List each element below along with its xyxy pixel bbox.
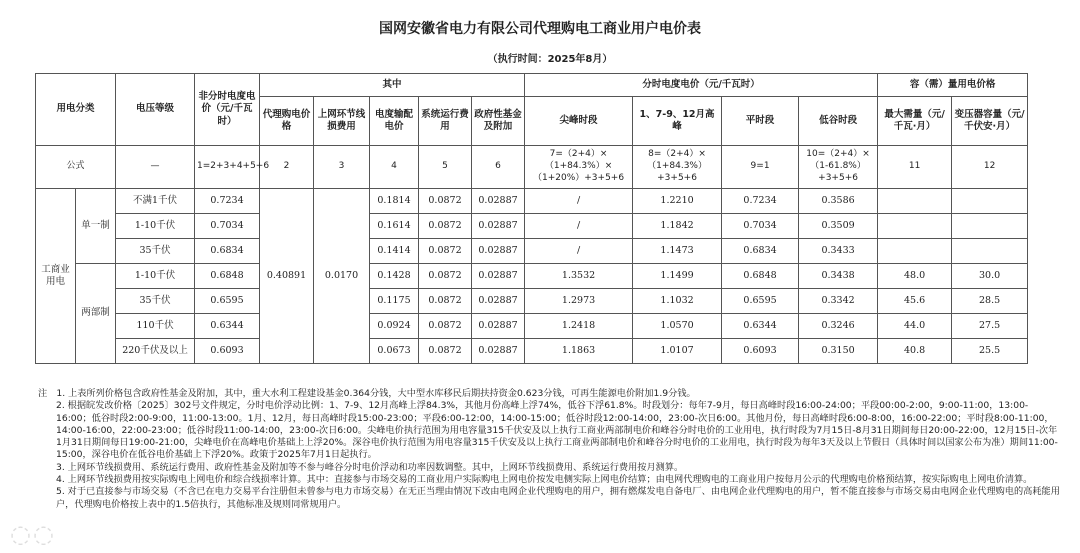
cell-peak: 1.0570 <box>633 314 722 339</box>
price-table <box>35 73 1028 364</box>
cell-flat: 0.6595 <box>722 289 799 314</box>
formula-label: 公式 <box>36 146 116 189</box>
header-tou: 分时电度电价（元/千瓦时） <box>525 74 878 97</box>
cell-peak: 1.1032 <box>633 289 722 314</box>
table-row <box>36 189 1028 214</box>
formula-cell: 3 <box>314 146 370 189</box>
cell-peak: 1.1842 <box>633 214 722 239</box>
formula-cell: 7=（2+4）×（1+84.3%）×（1+20%）+3+5+6 <box>525 146 633 189</box>
table-row <box>36 239 1028 264</box>
cell-transmission: 0.1814 <box>370 189 419 214</box>
cell-system: 0.0872 <box>419 314 472 339</box>
header-category: 用电分类 <box>36 74 116 146</box>
cell-flat: 0.6848 <box>722 264 799 289</box>
cell-gov: 0.02887 <box>472 264 525 289</box>
header-non-tou: 非分时电度电价（元/千瓦时） <box>195 74 260 146</box>
cell-non-tou: 0.6848 <box>195 264 260 289</box>
cell-peak: 1.0107 <box>633 339 722 364</box>
cell-transmission: 0.0924 <box>370 314 419 339</box>
cell-sharp: 1.1863 <box>525 339 633 364</box>
cell-valley: 0.3150 <box>799 339 878 364</box>
cell-system: 0.0872 <box>419 214 472 239</box>
cell-demand: 45.6 <box>878 289 952 314</box>
cell-system: 0.0872 <box>419 239 472 264</box>
note-4: 4. 上网环节线损费用按实际购电上网电价和综合线损率计算。其中：直接参与市场交易的工商业用户实际购电上网电价按发电侧实际上网电价结算；由电网代理购电的工商业用户按每月公示的代理购电价格预结算，按实际购电上网电价清算。 <box>56 474 1033 486</box>
header-system: 系统运行费用 <box>419 97 472 146</box>
cell-peak: 1.2210 <box>633 189 722 214</box>
cell-voltage: 1-10千伏 <box>116 214 195 239</box>
formula-voltage: — <box>116 146 195 189</box>
cell-flat: 0.6093 <box>722 339 799 364</box>
effective-date: （执行时间：2025年8月） <box>487 54 613 65</box>
cell-transformer: 25.5 <box>952 339 1028 364</box>
cell-voltage: 35千伏 <box>116 239 195 264</box>
header-valley: 低谷时段 <box>799 97 878 146</box>
cell-sharp: 1.3532 <box>525 264 633 289</box>
cell-non-tou: 0.7234 <box>195 189 260 214</box>
cell-system: 0.0872 <box>419 289 472 314</box>
formula-cell: 11 <box>878 146 952 189</box>
notes <box>38 388 1063 511</box>
cell-flat: 0.6834 <box>722 239 799 264</box>
cell-valley: 0.3586 <box>799 189 878 214</box>
cell-peak: 1.1499 <box>633 264 722 289</box>
formula-cell: 8=（2+4）×（1+84.3%）+3+5+6 <box>633 146 722 189</box>
cell-system: 0.0872 <box>419 264 472 289</box>
table-row <box>36 264 1028 289</box>
header-max-demand: 最大需量（元/千瓦·月） <box>878 97 952 146</box>
cell-transmission: 0.0673 <box>370 339 419 364</box>
cell-transmission: 0.1175 <box>370 289 419 314</box>
cell-transmission: 0.1414 <box>370 239 419 264</box>
header-peak: 1、7-9、12月高峰 <box>633 97 722 146</box>
cell-transformer: 30.0 <box>952 264 1028 289</box>
header-loss: 上网环节线损费用 <box>314 97 370 146</box>
header-voltage: 电压等级 <box>116 74 195 146</box>
formula-cell: 1=2+3+4+5+6 <box>195 146 260 189</box>
cell-flat: 0.6344 <box>722 314 799 339</box>
cell-demand <box>878 214 952 239</box>
formula-cell: 9=1 <box>722 146 799 189</box>
table-row <box>36 214 1028 239</box>
cell-gov: 0.02887 <box>472 189 525 214</box>
cell-voltage: 220千伏及以上 <box>116 339 195 364</box>
cell-flat: 0.7034 <box>722 214 799 239</box>
formula-row <box>36 146 1028 189</box>
cell-system: 0.0872 <box>419 189 472 214</box>
cell-peak: 1.1473 <box>633 239 722 264</box>
cell-transformer <box>952 189 1028 214</box>
formula-cell: 5 <box>419 146 472 189</box>
cell-sharp: 1.2973 <box>525 289 633 314</box>
cell-gov: 0.02887 <box>472 239 525 264</box>
formula-cell: 2 <box>260 146 314 189</box>
header-flat: 平时段 <box>722 97 799 146</box>
cell-valley: 0.3433 <box>799 239 878 264</box>
subgroup-single: 单一制 <box>76 189 116 264</box>
cell-demand: 48.0 <box>878 264 952 289</box>
subgroup-two-part: 两部制 <box>76 264 116 364</box>
category-group: 工商业用电 <box>36 189 76 364</box>
cell-transmission: 0.1428 <box>370 264 419 289</box>
cell-sharp: / <box>525 239 633 264</box>
formula-cell: 4 <box>370 146 419 189</box>
note-3: 3. 上网环节线损费用、系统运行费用、政府性基金及附加等不参与峰谷分时电价浮动和功率因数调整。其中，上网环节线损费用、系统运行费用按月测算。 <box>56 461 684 473</box>
cell-demand <box>878 239 952 264</box>
cell-system: 0.0872 <box>419 339 472 364</box>
header-transformer: 变压器容量（元/千伏安·月） <box>952 97 1028 146</box>
table-row <box>36 339 1028 364</box>
cell-valley: 0.3509 <box>799 214 878 239</box>
cell-non-tou: 0.6834 <box>195 239 260 264</box>
cell-voltage: 110千伏 <box>116 314 195 339</box>
cell-demand <box>878 189 952 214</box>
cell-valley: 0.3246 <box>799 314 878 339</box>
cell-transformer <box>952 214 1028 239</box>
header-proxy: 代理购电价格 <box>260 97 314 146</box>
cell-gov: 0.02887 <box>472 314 525 339</box>
cell-valley: 0.3438 <box>799 264 878 289</box>
cell-gov: 0.02887 <box>472 339 525 364</box>
cell-non-tou: 0.7034 <box>195 214 260 239</box>
cell-sharp: / <box>525 214 633 239</box>
cell-sharp: 1.2418 <box>525 314 633 339</box>
table-row <box>36 289 1028 314</box>
cell-valley: 0.3342 <box>799 289 878 314</box>
cell-sharp: / <box>525 189 633 214</box>
cell-demand: 44.0 <box>878 314 952 339</box>
cell-transformer: 28.5 <box>952 289 1028 314</box>
header-gov: 政府性基金及附加 <box>472 97 525 146</box>
cell-non-tou: 0.6595 <box>195 289 260 314</box>
table-row <box>36 314 1028 339</box>
watermark-logo: ◌◌ <box>10 520 56 548</box>
header-transmission: 电度输配电价 <box>370 97 419 146</box>
formula-cell: 6 <box>472 146 525 189</box>
cell-transformer: 27.5 <box>952 314 1028 339</box>
cell-voltage: 1-10千伏 <box>116 264 195 289</box>
cell-non-tou: 0.6344 <box>195 314 260 339</box>
loss-fee: 0.0170 <box>314 189 370 364</box>
cell-voltage: 不满1千伏 <box>116 189 195 214</box>
cell-gov: 0.02887 <box>472 214 525 239</box>
note-1: 注 1. 上表所列价格包含政府性基金及附加，其中，重大水利工程建设基金0.364分钱，大中型水库移民后期扶持资金0.623分钱，可再生能源电价附加1.9分钱。 <box>38 388 696 399</box>
formula-cell: 10=（2+4）×（1-61.8%）+3+5+6 <box>799 146 878 189</box>
cell-transformer <box>952 239 1028 264</box>
header-peak-sharp: 尖峰时段 <box>525 97 633 146</box>
note-5: 5. 对于已直接参与市场交易（不含已在电力交易平台注册但未曾参与电力市场交易）在无正当理由情况下改由电网企业代理购电的用户，拥有燃煤发电自备电厂、由电网企业代理购电的用户，暂不能直接参与市场交易由电网企业代理购电的高耗能用户，代理购电价格按上表中的1.5倍执行，其他标准及规则同常规用户。 <box>56 486 1060 510</box>
cell-transmission: 0.1614 <box>370 214 419 239</box>
header-capacity: 容（需）量用电价格 <box>878 74 1028 97</box>
cell-gov: 0.02887 <box>472 289 525 314</box>
cell-demand: 40.8 <box>878 339 952 364</box>
cell-non-tou: 0.6093 <box>195 339 260 364</box>
formula-cell: 12 <box>952 146 1028 189</box>
proxy-price: 0.40891 <box>260 189 314 364</box>
note-2: 2. 根据皖发改价格〔2025〕302号文件规定，分时电价浮动比例：1、7-9、12月高峰上浮84.3%，其他月份高峰上浮74%，低谷下浮61.8%。时段划分：每年7-9月，每日高峰时段16:00-24:00；平段00:00-2:00，9:00-11:00，13:00-16:00；低谷时段2:00-9:00，11:00-13:00。1月、12月，每日高峰时段15:00-23:00；平段6:00-12:00，14:00-15:00；低谷时段12:00-14:00，23:00-次日6:00。其他月份，每日高峰时段6:00-8:00，16:00-22:00；平时段8:00-11:00，14:00-16:00，22:00-23:00；低谷时段11:00-14:00，23:00-次日6:00。尖峰电价执行范围为用电容量315千伏安及以上执行工商业两部制电价和峰谷分时电价的工业用电，执行时段为7月15日-8月31日期间每日20:00-22:00，12月15日-次年1月31日期间每日19:00-21:00，尖峰电价在高峰电价基础上上浮20%。深谷电价执行范围为用电容量315千伏安及以上执行工商业两部制电价和峰谷分时电价的工业用电，执行时段为每年3天及以上节假日（具体时间以国家公布为准）期间11:00-15:00，深谷电价在低谷电价基础上下浮20%。政策于2025年7月1日起执行。 <box>56 400 1058 461</box>
header-among: 其中 <box>260 74 525 97</box>
page-title: 国网安徽省电力有限公司代理购电工商业用户电价表 <box>379 21 701 37</box>
cell-voltage: 35千伏 <box>116 289 195 314</box>
cell-flat: 0.7234 <box>722 189 799 214</box>
